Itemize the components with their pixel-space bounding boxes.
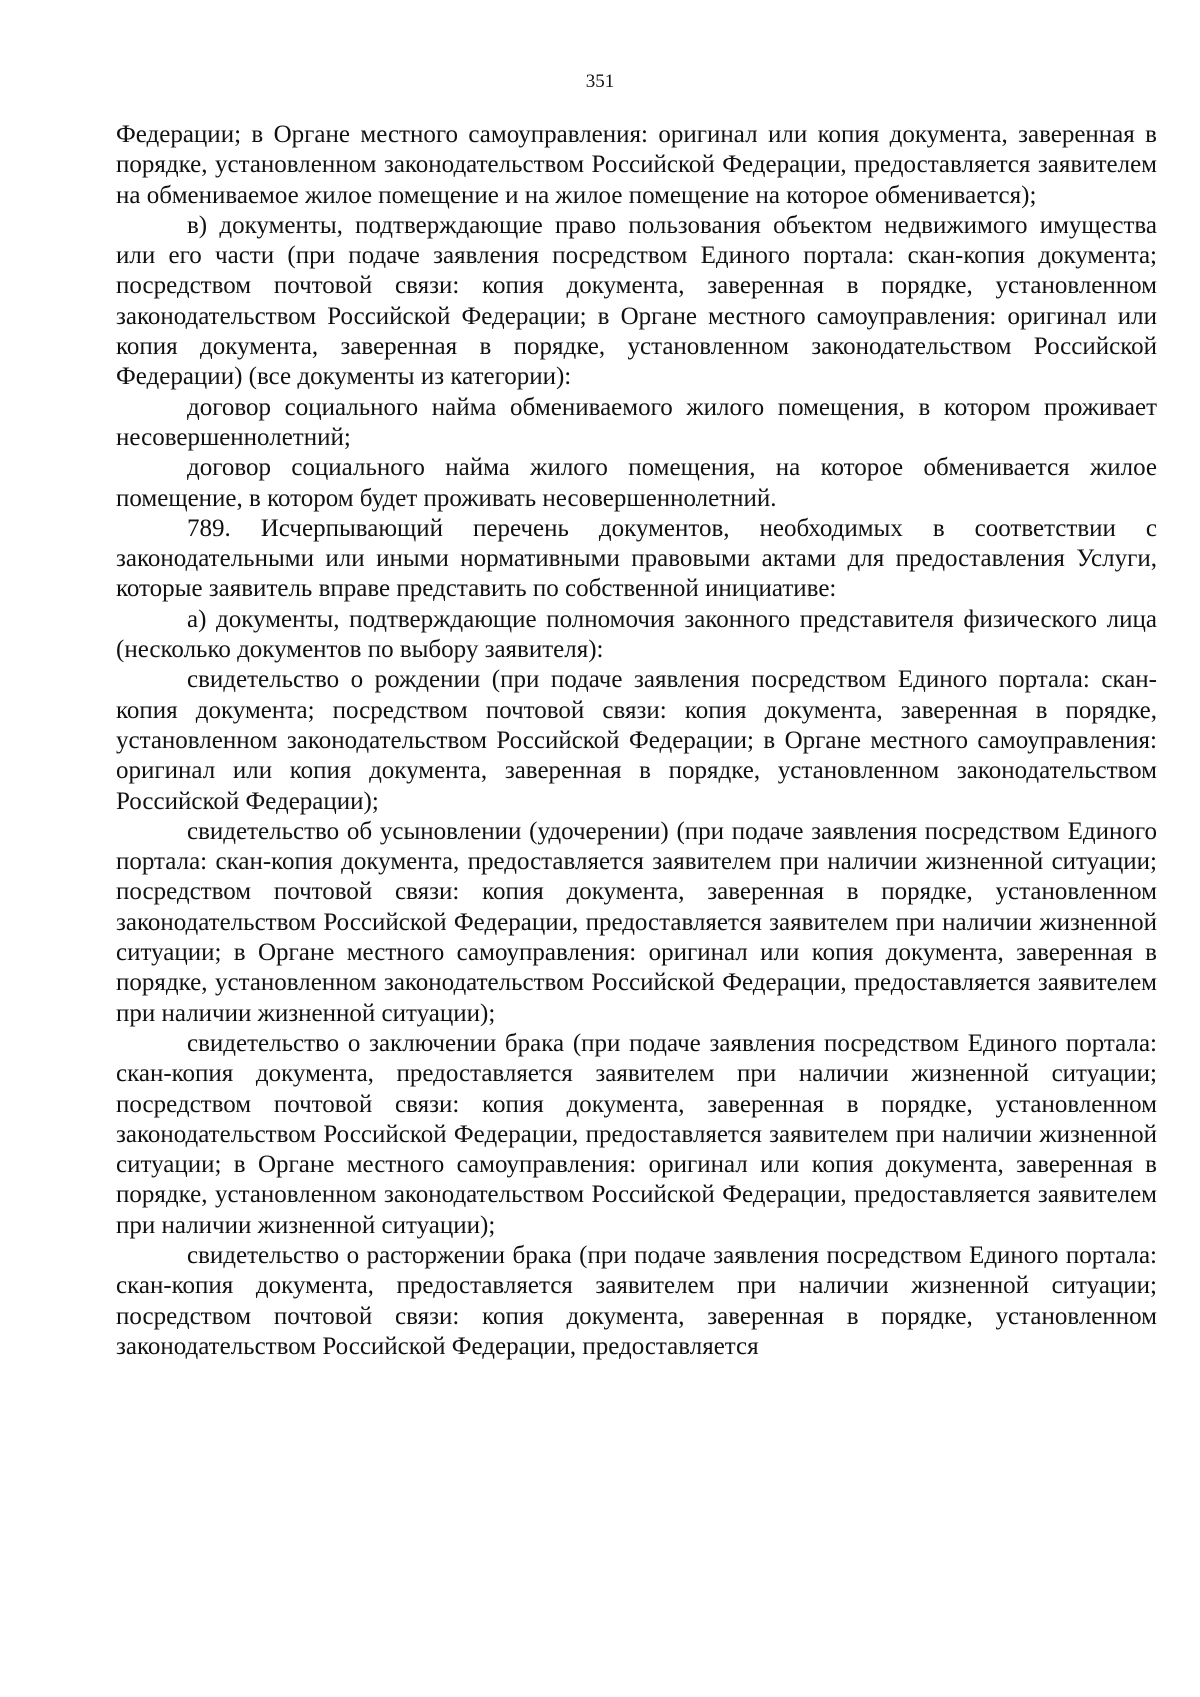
paragraph: в) документы, подтверждающие право пользования объектом недвижимого имущества или его части (при подаче заявления посредством Единого портала: скан-копия документа; посредством почтовой связи: копия документа, заверенная в порядке, установленном законодательством Российской Федерации; в Органе местного самоуправления: оригинал или копия документа, заверенная в порядке, установленном законодательством Российской Федерации) (все документы из категории): <box>116 211 1157 391</box>
paragraph: 789. Исчерпывающий перечень документов, необходимых в соответствии с законодательными или иными нормативными правовыми актами для предоставления Услуги, которые заявитель вправе представить по собственной инициативе: <box>116 514 1157 603</box>
paragraph: а) документы, подтверждающие полномочия законного представителя физического лица (несколько документов по выбору заявителя): <box>116 605 1157 664</box>
paragraph: свидетельство о заключении брака (при подаче заявления посредством Единого портала: скан-копия документа, предоставляется заявителем при наличии жизненной ситуации; посредством почтовой связи: копия документа, заверенная в порядке, установленном законодательством Российской Федерации, предоставляется заявителем при наличии жизненной ситуации; в Органе местного самоуправления: оригинал или копия документа, заверенная в порядке, установленном законодательством Российской Федерации, предоставляется заявителем при наличии жизненной ситуации); <box>116 1029 1157 1239</box>
paragraph: Федерации; в Органе местного самоуправления: оригинал или копия документа, заверенная в порядке, установленном законодательством Российской Федерации, предоставляется заявителем на обмениваемое жилое помещение и на жилое помещение на которое обменивается); <box>116 121 1157 209</box>
page-number: 351 <box>585 71 615 92</box>
paragraph: договор социального найма обмениваемого жилого помещения, в котором проживает несовершеннолетний; <box>116 393 1157 451</box>
paragraph: договор социального найма жилого помещения, на которое обменивается жилое помещение, в котором будет проживать несовершеннолетний. <box>116 454 1157 512</box>
paragraph: свидетельство об усыновлении (удочерении) (при подаче заявления посредством Единого портала: скан-копия документа, предоставляется заявителем при наличии жизненной ситуации; посредством почтовой связи: копия документа, заверенная в порядке, установленном законодательством Российской Федерации, предоставляется заявителем при наличии жизненной ситуации; в Органе местного самоуправления: оригинал или копия документа, заверенная в порядке, установленном законодательством Российской Федерации, предоставляется заявителем при наличии жизненной ситуации); <box>116 817 1157 1027</box>
document-body <box>116 120 1157 1362</box>
paragraph: свидетельство о рождении (при подаче заявления посредством Единого портала: скан-копия документа; посредством почтовой связи: копия документа, заверенная в порядке, установленном законодательством Российской Федерации; в Органе местного самоуправления: оригинал или копия документа, заверенная в порядке, установленном законодательством Российской Федерации); <box>116 666 1157 815</box>
paragraph: свидетельство о расторжении брака (при подаче заявления посредством Единого портала: скан-копия документа, предоставляется заявителем при наличии жизненной ситуации; посредством почтовой связи: копия документа, заверенная в порядке, установленном законодательством Российской Федерации, предоставляется <box>116 1241 1157 1360</box>
